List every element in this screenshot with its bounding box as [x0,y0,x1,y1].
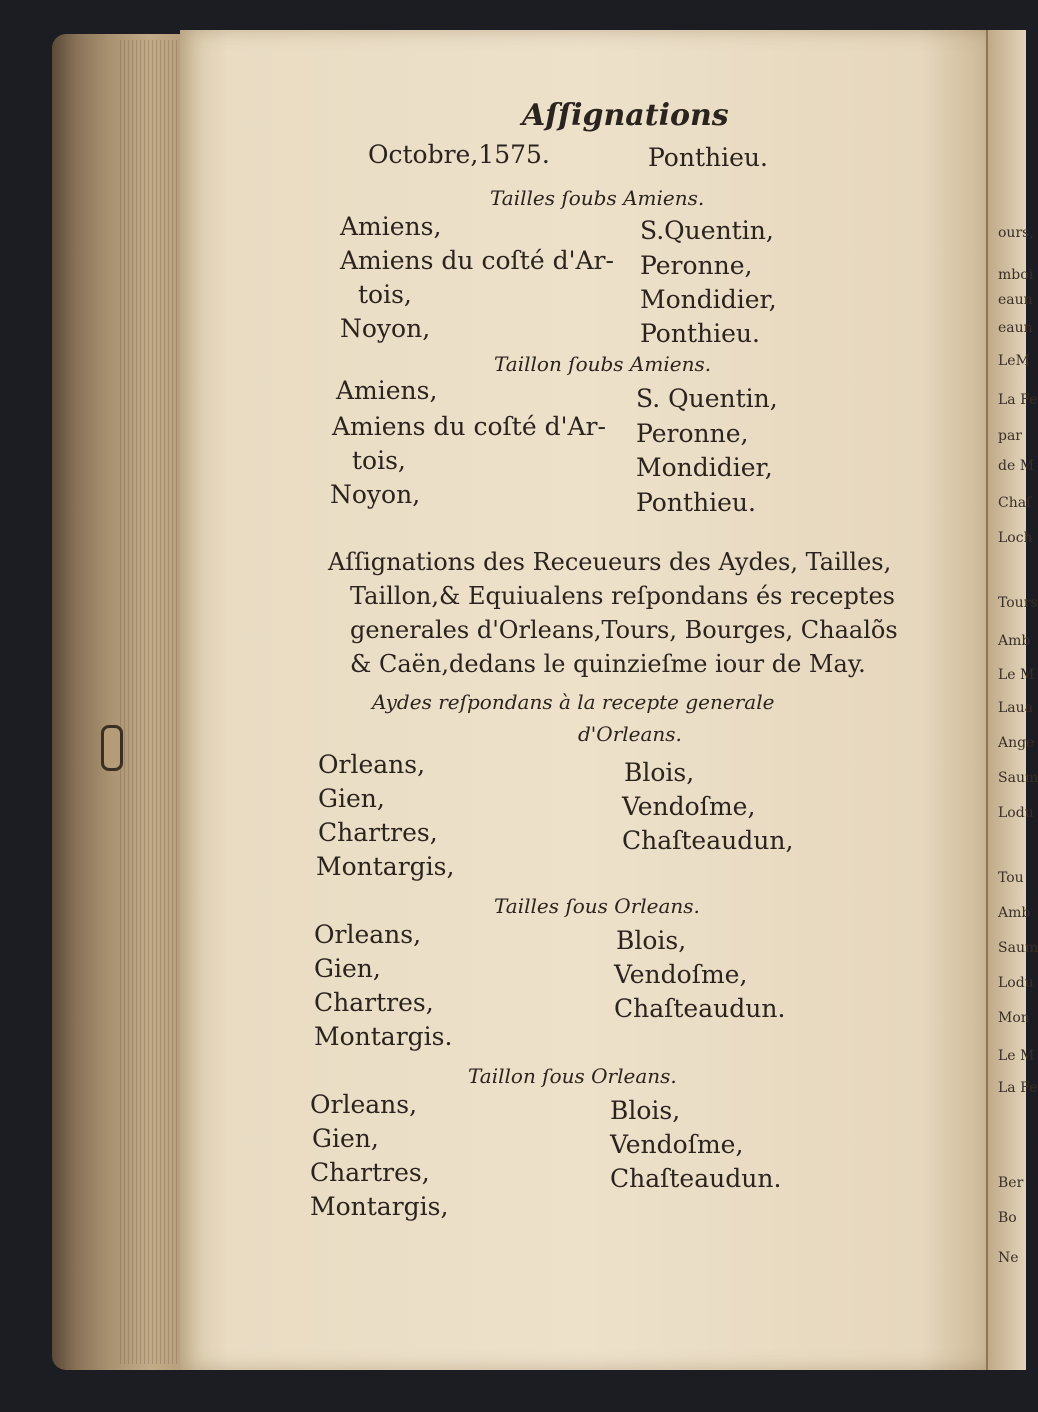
place-name: Chaſteaudun. [610,1164,782,1193]
facing-fragment: Tou [998,870,1024,886]
place-name: Gien, [318,784,385,813]
facing-fragment: Loch [998,530,1033,546]
place-name: tois, [358,280,412,309]
facing-fragment: Ber [998,1175,1024,1191]
facing-fragment: Ne [998,1250,1019,1266]
facing-fragment: Saum [998,770,1038,786]
place-name: Chaſteaudun. [614,994,786,1023]
place-name: Montargis. [314,1022,453,1051]
facing-fragment: eaun [998,320,1033,336]
place-name: Peronne, [636,419,749,448]
place-name: Vendoſme, [622,792,756,821]
facing-fragment: Ange [998,735,1035,751]
place-name: Vendoſme, [614,960,748,989]
place-name: Vendoſme, [610,1130,744,1159]
place-name: Gien, [314,954,381,983]
place-name: tois, [352,446,406,475]
place-name: Chartres, [310,1158,430,1187]
facing-fragment: LeM [998,353,1030,369]
running-head: Aſſignations [522,98,729,133]
facing-fragment: Amb [998,633,1031,649]
place-name: Orleans, [318,750,426,779]
place-name: S. Quentin, [636,384,778,413]
facing-fragment: Tours [998,595,1038,611]
paragraph-line: & Caën,dedans le quinzieſme iour de May. [350,650,866,678]
facing-fragment: Le M [998,1048,1035,1064]
section-heading: Tailles ſous Orleans. [494,894,700,918]
place-name: Chartres, [314,988,434,1017]
section-heading: Aydes reſpondans à la recepte generale [372,690,775,714]
place-name: Amiens du coſté d'Ar- [340,246,614,275]
facing-fragment: ours, [998,225,1034,241]
place-name: Blois, [610,1096,681,1125]
paragraph-line: generales d'Orleans,Tours, Bourges, Chaalõs [350,616,898,644]
facing-fragment: Lodu [998,805,1034,821]
facing-fragment: mboi [998,267,1034,283]
facing-fragment: La Fe [998,392,1038,408]
place-name: S.Quentin, [640,216,774,245]
place-name: Montargis, [316,852,455,881]
facing-fragment: Chaſ [998,495,1032,511]
binding-clasp [101,725,123,771]
place-name: Orleans, [314,920,422,949]
section-heading: Tailles ſoubs Amiens. [490,186,705,210]
place-name: Peronne, [640,251,753,280]
place-name: Amiens, [340,212,442,241]
facing-fragment: La Fe [998,1080,1038,1096]
date-line-right: Ponthieu. [648,143,768,172]
facing-page [986,30,1038,1370]
facing-fragment: eaun [998,292,1033,308]
place-name: Orleans, [310,1090,418,1119]
place-name: Gien, [312,1124,379,1153]
facing-fragment: Bo [998,1210,1017,1226]
facing-fragment: Le M [998,667,1035,683]
place-name: Ponthieu. [640,319,760,348]
facing-fragment: Saum [998,940,1038,956]
place-name: Mondidier, [636,453,773,482]
section-heading: Taillon ſous Orleans. [468,1064,677,1088]
place-name: Chartres, [318,818,438,847]
facing-fragment: Mon [998,1010,1030,1026]
facing-fragment: par [998,428,1023,444]
paragraph-line: Taillon,& Equiualens reſpondans és receptes [350,582,895,610]
section-heading: Taillon ſoubs Amiens. [494,352,712,376]
paragraph-line: Aſſignations des Receueurs des Aydes, Tailles, [328,548,892,576]
facing-fragment: Amb [998,905,1031,921]
place-name: Montargis, [310,1192,449,1221]
place-name: Amiens, [336,376,438,405]
facing-fragment: de M [998,458,1035,474]
facing-fragment: Laua [998,700,1034,716]
place-name: Blois, [624,758,695,787]
place-name: Blois, [616,926,687,955]
place-name: Noyon, [340,314,431,343]
date-line-left: Octobre,1575. [368,140,550,169]
facing-fragment: Lodu [998,975,1034,991]
place-name: Mondidier, [640,285,777,314]
place-name: Noyon, [330,480,421,509]
place-name: Chaſteaudun, [622,826,794,855]
place-name: Ponthieu. [636,488,756,517]
place-name: Amiens du coſté d'Ar- [332,412,606,441]
section-heading: d'Orleans. [578,722,682,746]
